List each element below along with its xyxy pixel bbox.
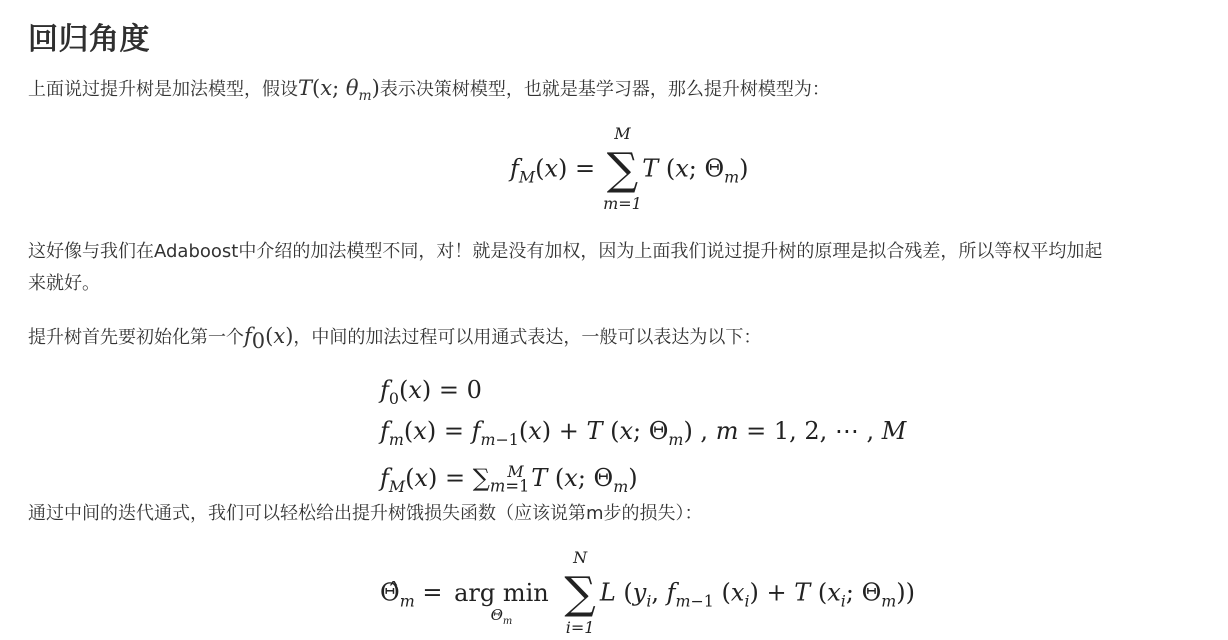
section-heading: 回归角度 bbox=[28, 22, 150, 57]
paragraph-init bbox=[28, 320, 761, 357]
inline-math-f0: $f_0(x)$ bbox=[244, 324, 294, 354]
paragraph-intro bbox=[28, 72, 830, 112]
paragraph-adaboost-line2: 来就好。 bbox=[28, 273, 100, 294]
paragraph-intro-text-before: 上面说过提升树是加法模型，假设 bbox=[28, 79, 298, 100]
equation-system-line-3: $f_M(x) = \sum_{m=1}^M$ T (x; $\Theta_m$) bbox=[380, 461, 638, 496]
equation-system-line-1: $f_0(x) = 0$ bbox=[380, 376, 482, 408]
paragraph-loss: 通过中间的迭代通式，我们可以轻松给出提升树饿损失函数（应该说第m步的损失）： bbox=[28, 503, 703, 524]
paragraph-init-text-before: 提升树首先要初始化第一个 bbox=[28, 327, 244, 348]
paragraph-intro-text-after: 表示决策树模型，也就是基学习器，那么提升树模型为： bbox=[379, 79, 830, 100]
paragraph-adaboost-line1: 这好像与我们在Adaboost中介绍的加法模型不同，对！就是没有加权，因为上面我们说过提升树的原理是拟合残差，所以等权平均加起 bbox=[28, 241, 1103, 262]
equation-model-sum: $f_M(x)$ = ∑ M m=1 T (x; $\Theta_m$) bbox=[510, 124, 749, 213]
paragraph-init-text-after: ，中间的加法过程可以用通式表达，一般可以表达为以下： bbox=[293, 327, 762, 348]
equation-loss: $\Thetâ_m$ = arg min $\Theta_m$ ∑ N i=1 L ($y_i$, $f_{m-1}$ $(x_i) + T$ ($x_i$; $\Theta_m$)) bbox=[380, 548, 915, 637]
equation-system bbox=[380, 374, 906, 502]
equation-system-line-2: $f_m(x) = f_{m-1}(x) + T$ (x; $\Theta_m$) , m = 1, 2, ⋯ , M bbox=[380, 416, 907, 449]
inline-math-T: T(x; $\theta_m$) bbox=[298, 76, 380, 105]
